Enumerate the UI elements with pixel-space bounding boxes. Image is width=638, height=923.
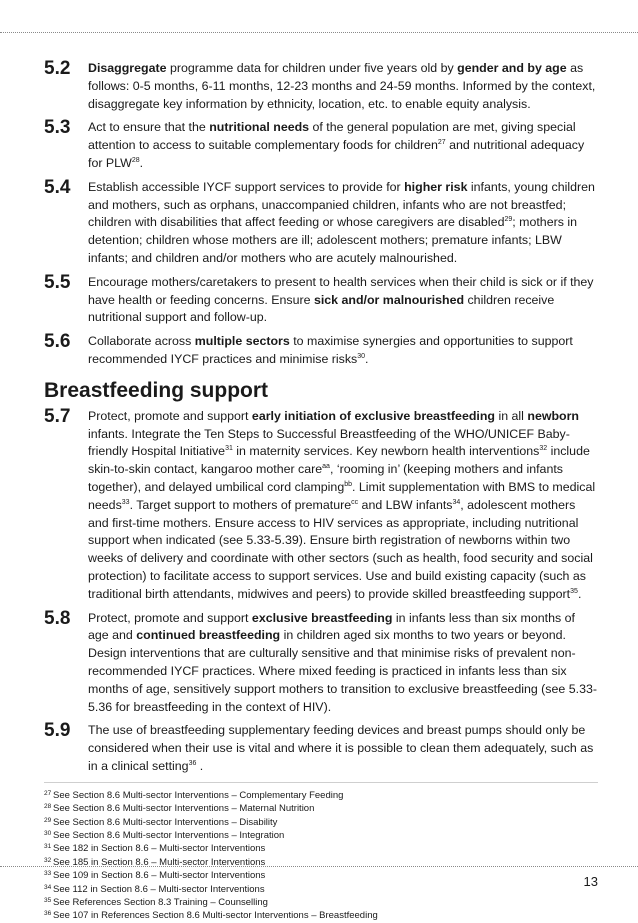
bold-text: continued breastfeeding — [136, 628, 281, 643]
text-run: , ‘rooming in’ (keeping mothers and infants together), and delayed umbilical cord clamping — [88, 462, 563, 494]
text-run: Protect, promote and support — [88, 610, 252, 625]
footnote — [44, 842, 598, 855]
bold-text: nutritional needs — [209, 120, 310, 135]
text-run: and LBW infants — [358, 497, 453, 512]
footnote — [44, 802, 598, 815]
footnote-text: See 107 in References Section 8.6 Multi-sector Interventions – Breastfeeding — [53, 910, 378, 922]
text-run: infants. Integrate the Ten Steps to Successful Breastfeeding of the WHO/UNICEF Baby-friendly Hospital Initiative — [88, 426, 570, 459]
text-run: as follows: 0-5 months, 6-11 months, 12-23 months and 24-59 months. Informed by the context, disaggregate key information by ethnicity, location, etc. to enable equity analysis. — [88, 61, 596, 111]
text-run: The use of breastfeeding supplementary feeding devices and breast pumps should only be considered when their use is vital and where it is possible to clean them adequately, such as in a clinical setting — [88, 723, 594, 773]
footnote-ref: bb — [344, 480, 353, 488]
text-run: . — [577, 586, 582, 601]
bold-text: higher risk — [404, 179, 468, 194]
footnote — [44, 789, 598, 802]
footnote-text: See Section 8.6 Multi-sector Interventions – Complementary Feeding — [53, 789, 344, 801]
footnote-number: 27 — [44, 789, 52, 797]
section-item — [44, 333, 598, 369]
section-number: 5.5 — [44, 271, 71, 293]
text-run: Protect, promote and support — [88, 408, 252, 423]
footnote-ref: 36 — [188, 759, 197, 767]
footnote-text: See 185 in Section 8.6 – Multi-sector Interventions — [53, 856, 266, 868]
text-run: . Limit supplementation with BMS to medical needs — [88, 479, 596, 512]
section-number: 5.7 — [44, 405, 71, 427]
footnote-text: See References Section 8.3 Training – Counselling — [53, 896, 268, 908]
footnote-number: 36 — [44, 910, 52, 918]
footnote-ref: 27 — [437, 139, 446, 147]
section-list — [44, 60, 598, 369]
page-number: 13 — [583, 874, 598, 889]
footnote-text: See 109 in Section 8.6 – Multi-sector Interventions — [53, 870, 266, 882]
footnote-number: 30 — [44, 829, 52, 837]
section-number: 5.3 — [44, 117, 71, 139]
top-dotted-rule — [0, 32, 638, 33]
bold-text: newborn — [527, 408, 580, 423]
footnote-ref: 35 — [570, 587, 578, 595]
section-text — [88, 333, 598, 369]
footnote-number: 29 — [44, 816, 52, 824]
text-run: Act to ensure that the — [88, 120, 210, 135]
page-content — [44, 60, 598, 923]
section-text — [88, 408, 598, 604]
footnote-number: 35 — [44, 896, 52, 904]
bottom-dotted-rule — [0, 866, 638, 867]
footnote — [44, 909, 598, 922]
text-run: and nutritional adequacy for PLW — [88, 138, 585, 170]
section-number: 5.9 — [44, 720, 71, 742]
footnote-text: See Section 8.6 Multi-sector Interventions – Disability — [53, 816, 278, 828]
footnote-ref: 28 — [131, 156, 140, 164]
text-run: programme data for children under five years old by — [166, 61, 458, 75]
text-run: . — [196, 758, 204, 773]
bold-text: Disaggregate — [88, 61, 167, 75]
footnote — [44, 856, 598, 869]
footnote-number: 33 — [44, 870, 52, 878]
footnote-text: See 182 in Section 8.6 – Multi-sector Interventions — [53, 843, 266, 855]
text-run: Encourage mothers/caretakers to present to health services when their child is sick or if they have health or feeding concerns. Ensure — [88, 274, 594, 307]
text-run: . — [139, 155, 144, 170]
section-number: 5.6 — [44, 331, 71, 353]
footnote — [44, 829, 598, 842]
section-item — [44, 60, 598, 113]
bold-text: gender and by age — [457, 61, 567, 75]
section-text — [88, 179, 598, 268]
section-text — [88, 60, 598, 113]
text-run: Collaborate across — [88, 334, 195, 349]
section-item — [44, 271, 598, 327]
section-text — [88, 274, 598, 327]
text-run: ; mothers in detention; children whose mothers are ill; adolescent mothers; premature infants; LBW infants; and children and/or mothers who are acutely malnourished. — [88, 215, 577, 265]
section-list-breastfeeding — [44, 405, 598, 776]
footnote-text: See Section 8.6 Multi-sector Interventions – Maternal Nutrition — [53, 803, 315, 815]
bold-text: early initiation of exclusive breastfeeding — [251, 408, 495, 423]
footnote-ref: 34 — [452, 498, 461, 506]
text-run: infants, young children and mothers, such as orphans, unaccompanied children, infants who are not breastfed; children with disabilities that affect feeding or whose caregivers are disabled — [88, 179, 595, 230]
section-number: 5.2 — [44, 58, 71, 79]
text-run: to maximise synergies and opportunities to support recommended IYCF practices and minimise risks — [88, 334, 573, 366]
section-item — [44, 176, 598, 268]
text-run: of the general population are met, giving special attention to access to suitable complementary foods for children — [88, 120, 576, 153]
footnote — [44, 883, 598, 896]
section-item — [44, 405, 598, 604]
section-number: 5.4 — [44, 176, 71, 198]
section-item — [44, 607, 598, 717]
text-run: include skin-to-skin contact, kangaroo mother care — [88, 444, 590, 477]
footnote-ref: 29 — [504, 216, 513, 224]
section-item — [44, 722, 598, 775]
footnote-ref: 30 — [357, 352, 366, 360]
footnote-number: 28 — [44, 803, 52, 811]
footnote-ref: 32 — [539, 445, 548, 453]
footnote — [44, 869, 598, 882]
section-text — [88, 722, 598, 775]
text-run: Establish accessible IYCF support services to provide for — [88, 179, 405, 194]
footnote-ref: aa — [322, 463, 330, 471]
text-run: in all — [495, 408, 528, 423]
section-text — [88, 119, 598, 172]
footnote — [44, 816, 598, 829]
text-run: children receive nutritional support and follow-up. — [88, 292, 555, 325]
text-run: in children aged six months to two years or beyond. Design interventions that are culturally sensitive and that minimise risks of prevalent non-recommended IYCF practices. Where mixed feeding is practiced in infants less than six months of age, sensitively support mothers to transition to exclusive breastfeeding (see 5.33-5.36 for breastfeeding in the context of HIV). — [88, 628, 597, 714]
text-run: in infants less than six months of age and — [88, 610, 575, 643]
footnote-ref: cc — [351, 498, 359, 506]
footnote-text: See Section 8.6 Multi-sector Interventions – Integration — [53, 829, 285, 841]
footnote-number: 34 — [44, 883, 52, 891]
text-run: , adolescent mothers and first-time mothers. Ensure access to HIV services as appropriate, including nutritional support when indicated (see 5.33-5.39). Ensure birth registration of newborns within two weeks of delivery and coordinate with other sectors (such as health, food security and social protection) to facilitate access to support services. Use and build existing capacity (such as traditional birth attendants, midwives and peers) to provide skilled breastfeeding support — [88, 497, 593, 601]
bold-text: exclusive breastfeeding — [251, 610, 393, 625]
bold-text: sick and/or malnourished — [313, 292, 465, 307]
text-run: . Target support to mothers of premature — [129, 497, 352, 512]
bold-text: multiple sectors — [194, 334, 290, 349]
section-item — [44, 119, 598, 172]
section-text — [88, 610, 598, 717]
footnote-ref: 31 — [225, 445, 233, 453]
section-heading: Breastfeeding support — [44, 378, 269, 402]
footnote-number: 31 — [44, 843, 52, 851]
section-number: 5.8 — [44, 607, 71, 629]
text-run: in maternity services. Key newborn health interventions — [232, 444, 540, 459]
footnote — [44, 896, 598, 909]
footnote-text: See 112 in Section 8.6 – Multi-sector Interventions — [53, 883, 265, 895]
text-run: . — [365, 351, 369, 366]
footnote-ref: 33 — [121, 498, 130, 506]
footnote-number: 32 — [44, 856, 52, 864]
